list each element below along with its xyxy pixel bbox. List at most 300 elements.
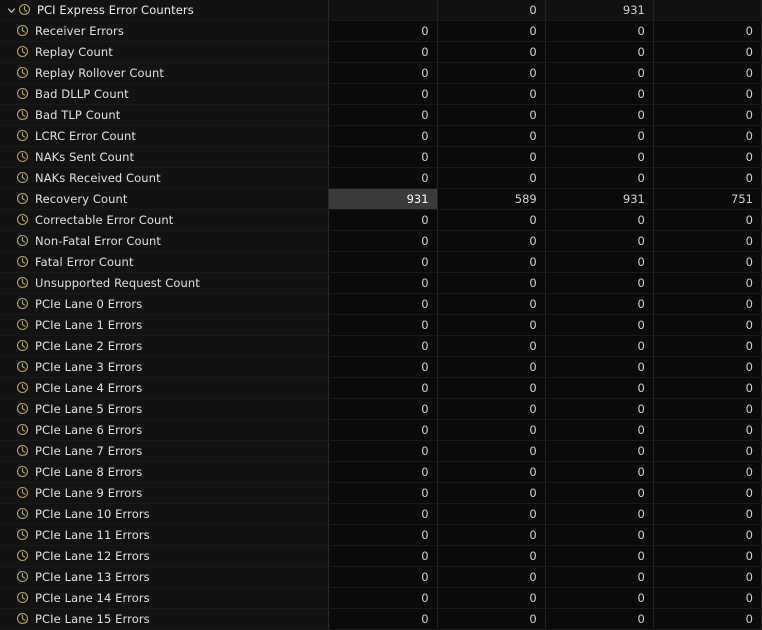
row-value-cell[interactable] — [329, 609, 437, 630]
cell-value: 0 — [438, 126, 546, 146]
row-name-wrapper — [0, 84, 329, 104]
row-name-cell[interactable] — [0, 462, 329, 483]
row-name-wrapper — [0, 546, 329, 566]
row-value-cell[interactable] — [329, 42, 437, 63]
row-name-cell[interactable] — [0, 399, 329, 420]
cell-value: 0 — [546, 378, 654, 398]
row-value-cell[interactable] — [546, 399, 654, 420]
cell-value: 0 — [438, 147, 546, 167]
row-value-cell[interactable] — [654, 126, 762, 147]
table-row[interactable] — [0, 105, 762, 126]
cell-value: 0 — [546, 63, 654, 83]
cell-value — [654, 0, 762, 20]
table-row[interactable] — [0, 588, 762, 609]
row-label: Replay Rollover Count — [35, 66, 165, 80]
table-row[interactable] — [0, 231, 762, 252]
row-value-cell[interactable] — [546, 525, 654, 546]
row-label: PCIe Lane 5 Errors — [35, 402, 143, 416]
row-name-cell[interactable] — [0, 483, 329, 504]
row-value-cell[interactable] — [438, 189, 546, 210]
row-value-cell[interactable] — [329, 315, 437, 336]
row-value-cell[interactable] — [546, 210, 654, 231]
row-value-cell[interactable] — [438, 210, 546, 231]
row-value-cell[interactable] — [654, 189, 762, 210]
row-value-cell[interactable] — [329, 462, 437, 483]
cell-value: 0 — [546, 273, 654, 293]
cell-value: 0 — [438, 483, 546, 503]
row-name-cell[interactable] — [0, 21, 329, 42]
row-value-cell[interactable] — [546, 441, 654, 462]
clock-icon — [18, 3, 32, 17]
row-name-cell[interactable] — [0, 588, 329, 609]
row-value-cell[interactable] — [329, 21, 437, 42]
cell-value: 0 — [546, 462, 654, 482]
row-value-cell[interactable] — [654, 357, 762, 378]
row-value-cell[interactable] — [654, 567, 762, 588]
row-label: NAKs Sent Count — [35, 150, 135, 164]
cell-value: 0 — [654, 252, 762, 272]
cell-value: 0 — [546, 147, 654, 167]
cell-value: 0 — [438, 294, 546, 314]
row-value-cell[interactable] — [546, 588, 654, 609]
row-name-cell[interactable] — [0, 42, 329, 63]
row-name-cell[interactable] — [0, 84, 329, 105]
row-value-cell[interactable] — [546, 168, 654, 189]
row-value-cell[interactable] — [438, 252, 546, 273]
table-row[interactable] — [0, 21, 762, 42]
row-name-cell[interactable] — [0, 210, 329, 231]
row-value-cell[interactable] — [654, 210, 762, 231]
cell-value: 0 — [329, 357, 437, 377]
table-row[interactable] — [0, 189, 762, 210]
cell-value: 0 — [329, 63, 437, 83]
row-value-cell[interactable] — [438, 588, 546, 609]
row-value-cell[interactable] — [654, 147, 762, 168]
row-value-cell[interactable] — [546, 546, 654, 567]
row-value-cell[interactable] — [546, 609, 654, 630]
table-row[interactable] — [0, 378, 762, 399]
table-row[interactable] — [0, 525, 762, 546]
cell-value: 0 — [438, 441, 546, 461]
row-value-cell[interactable] — [438, 420, 546, 441]
row-name-cell[interactable] — [0, 336, 329, 357]
row-name-wrapper — [0, 357, 329, 377]
row-value-cell[interactable] — [546, 21, 654, 42]
clock-icon — [16, 24, 30, 38]
table-row[interactable] — [0, 357, 762, 378]
row-value-cell[interactable] — [654, 336, 762, 357]
table-row[interactable] — [0, 483, 762, 504]
row-value-cell[interactable] — [546, 462, 654, 483]
chevron-down-icon[interactable] — [4, 3, 18, 17]
row-value-cell[interactable] — [654, 294, 762, 315]
clock-icon — [16, 192, 30, 206]
row-label: PCIe Lane 7 Errors — [35, 444, 143, 458]
table-row[interactable] — [0, 147, 762, 168]
cell-value: 0 — [654, 336, 762, 356]
row-value-cell[interactable] — [654, 378, 762, 399]
table-row[interactable] — [0, 399, 762, 420]
row-value-cell[interactable] — [546, 63, 654, 84]
clock-icon — [16, 171, 30, 185]
row-value-cell[interactable] — [438, 525, 546, 546]
row-value-cell[interactable] — [329, 588, 437, 609]
row-name-cell[interactable] — [0, 273, 329, 294]
row-value-cell[interactable] — [329, 105, 437, 126]
clock-icon — [16, 549, 30, 563]
cell-value: 0 — [329, 462, 437, 482]
table-row[interactable] — [0, 84, 762, 105]
cell-value: 0 — [546, 126, 654, 146]
cell-value: 0 — [546, 231, 654, 251]
table-row[interactable] — [0, 567, 762, 588]
row-value-cell[interactable] — [329, 357, 437, 378]
row-value-cell[interactable] — [438, 378, 546, 399]
cell-value: 0 — [329, 525, 437, 545]
row-value-cell[interactable] — [329, 147, 437, 168]
row-value-cell[interactable] — [329, 0, 437, 21]
row-value-cell[interactable] — [546, 84, 654, 105]
cell-value: 0 — [546, 42, 654, 62]
cell-value: 0 — [654, 273, 762, 293]
row-value-cell[interactable] — [654, 609, 762, 630]
table-row[interactable] — [0, 420, 762, 441]
row-value-cell[interactable] — [438, 168, 546, 189]
table-row[interactable] — [0, 462, 762, 483]
row-value-cell[interactable] — [654, 504, 762, 525]
row-value-cell[interactable] — [438, 609, 546, 630]
table-row[interactable] — [0, 168, 762, 189]
row-value-cell[interactable] — [546, 42, 654, 63]
row-value-cell[interactable] — [654, 462, 762, 483]
row-label: PCI Express Error Counters — [37, 3, 194, 17]
row-label: Unsupported Request Count — [35, 276, 200, 290]
row-label: Replay Count — [35, 45, 113, 59]
clock-icon — [16, 297, 30, 311]
row-value-cell[interactable] — [329, 483, 437, 504]
row-value-cell[interactable] — [329, 399, 437, 420]
table-row[interactable] — [0, 441, 762, 462]
row-value-cell[interactable] — [329, 126, 437, 147]
row-value-cell[interactable] — [329, 504, 437, 525]
row-value-cell[interactable] — [654, 525, 762, 546]
row-label: PCIe Lane 11 Errors — [35, 528, 150, 542]
row-value-cell[interactable] — [438, 63, 546, 84]
row-name-wrapper — [0, 609, 329, 629]
cell-value: 0 — [438, 336, 546, 356]
row-name-wrapper — [0, 525, 329, 545]
cell-value: 751 — [654, 189, 762, 209]
cell-value: 0 — [546, 336, 654, 356]
row-name-wrapper — [0, 567, 329, 587]
row-name-wrapper — [0, 378, 329, 398]
table-row[interactable] — [0, 42, 762, 63]
row-name-cell[interactable] — [0, 126, 329, 147]
row-value-cell[interactable] — [654, 0, 762, 21]
row-value-cell[interactable] — [438, 504, 546, 525]
row-name-cell[interactable] — [0, 63, 329, 84]
cell-value: 0 — [546, 504, 654, 524]
row-value-cell[interactable] — [438, 273, 546, 294]
cell-value: 0 — [654, 315, 762, 335]
cell-value: 0 — [654, 504, 762, 524]
row-value-cell[interactable] — [654, 483, 762, 504]
row-value-cell[interactable] — [546, 189, 654, 210]
row-value-cell[interactable] — [438, 0, 546, 21]
table-row[interactable] — [0, 609, 762, 630]
row-label: PCIe Lane 8 Errors — [35, 465, 143, 479]
row-value-cell[interactable] — [438, 336, 546, 357]
row-value-cell[interactable] — [329, 231, 437, 252]
row-name-wrapper — [0, 294, 329, 314]
row-value-cell[interactable] — [654, 168, 762, 189]
cell-value: 0 — [546, 357, 654, 377]
row-value-cell[interactable] — [438, 42, 546, 63]
row-value-cell[interactable] — [329, 63, 437, 84]
row-value-cell[interactable] — [438, 399, 546, 420]
cell-value: 931 — [329, 189, 437, 209]
row-name-wrapper — [0, 147, 329, 167]
row-value-cell[interactable] — [438, 462, 546, 483]
row-label: Recovery Count — [35, 192, 128, 206]
cell-value: 0 — [654, 378, 762, 398]
row-name-cell[interactable] — [0, 147, 329, 168]
cell-value: 0 — [438, 0, 546, 20]
table-row[interactable] — [0, 210, 762, 231]
cell-value: 0 — [329, 42, 437, 62]
row-label: LCRC Error Count — [35, 129, 136, 143]
row-value-cell[interactable] — [546, 147, 654, 168]
row-value-cell[interactable] — [654, 546, 762, 567]
row-value-cell[interactable] — [329, 189, 437, 210]
row-name-cell[interactable] — [0, 189, 329, 210]
table-row[interactable] — [0, 546, 762, 567]
table-row[interactable] — [0, 252, 762, 273]
row-value-cell[interactable] — [654, 84, 762, 105]
row-label: Correctable Error Count — [35, 213, 174, 227]
row-name-wrapper — [0, 0, 329, 20]
row-name-wrapper — [0, 21, 329, 41]
clock-icon — [16, 465, 30, 479]
cell-value: 0 — [654, 210, 762, 230]
row-value-cell[interactable] — [546, 294, 654, 315]
clock-icon — [16, 318, 30, 332]
row-value-cell[interactable] — [438, 546, 546, 567]
row-name-cell[interactable] — [0, 546, 329, 567]
row-label: PCIe Lane 4 Errors — [35, 381, 143, 395]
cell-value: 0 — [654, 84, 762, 104]
cell-value: 0 — [438, 378, 546, 398]
row-name-cell[interactable] — [0, 252, 329, 273]
row-value-cell[interactable] — [438, 357, 546, 378]
row-value-cell[interactable] — [329, 525, 437, 546]
cell-value — [329, 0, 437, 20]
row-value-cell[interactable] — [546, 567, 654, 588]
row-name-cell[interactable] — [0, 231, 329, 252]
cell-value: 0 — [546, 315, 654, 335]
row-value-cell[interactable] — [546, 504, 654, 525]
row-value-cell[interactable] — [654, 252, 762, 273]
cell-value: 0 — [546, 84, 654, 104]
cell-value: 589 — [438, 189, 546, 209]
cell-value: 0 — [438, 357, 546, 377]
cell-value: 0 — [329, 504, 437, 524]
row-value-cell[interactable] — [654, 63, 762, 84]
table-row[interactable] — [0, 315, 762, 336]
cell-value: 0 — [654, 21, 762, 41]
row-value-cell[interactable] — [546, 126, 654, 147]
cell-value: 0 — [654, 546, 762, 566]
row-value-cell[interactable] — [546, 273, 654, 294]
row-name-cell[interactable] — [0, 357, 329, 378]
cell-value: 0 — [546, 399, 654, 419]
row-value-cell[interactable] — [546, 357, 654, 378]
cell-value: 0 — [654, 168, 762, 188]
row-name-cell[interactable] — [0, 294, 329, 315]
row-value-cell[interactable] — [654, 441, 762, 462]
row-value-cell[interactable] — [546, 420, 654, 441]
row-value-cell[interactable] — [546, 336, 654, 357]
row-value-cell[interactable] — [329, 567, 437, 588]
row-label: PCIe Lane 10 Errors — [35, 507, 150, 521]
row-value-cell[interactable] — [654, 273, 762, 294]
row-value-cell[interactable] — [438, 84, 546, 105]
row-name-cell[interactable] — [0, 105, 329, 126]
row-name-cell[interactable] — [0, 420, 329, 441]
table-row[interactable] — [0, 273, 762, 294]
row-value-cell[interactable] — [654, 21, 762, 42]
row-label: Non-Fatal Error Count — [35, 234, 162, 248]
row-value-cell[interactable] — [329, 252, 437, 273]
row-value-cell[interactable] — [438, 483, 546, 504]
row-value-cell[interactable] — [329, 294, 437, 315]
row-value-cell[interactable] — [329, 420, 437, 441]
row-value-cell[interactable] — [438, 126, 546, 147]
row-value-cell[interactable] — [438, 21, 546, 42]
row-value-cell[interactable] — [438, 294, 546, 315]
clock-icon — [16, 612, 30, 626]
cell-value: 931 — [546, 0, 654, 20]
row-name-cell[interactable] — [0, 441, 329, 462]
cell-value: 0 — [546, 567, 654, 587]
row-name-wrapper — [0, 483, 329, 503]
row-value-cell[interactable] — [438, 315, 546, 336]
cell-value: 0 — [329, 168, 437, 188]
row-value-cell[interactable] — [438, 147, 546, 168]
row-value-cell[interactable] — [438, 231, 546, 252]
row-value-cell[interactable] — [329, 168, 437, 189]
row-value-cell[interactable] — [438, 441, 546, 462]
cell-value: 0 — [438, 84, 546, 104]
cell-value: 0 — [329, 231, 437, 251]
row-value-cell[interactable] — [654, 105, 762, 126]
row-name-cell[interactable] — [0, 609, 329, 630]
row-value-cell[interactable] — [654, 231, 762, 252]
row-label: Fatal Error Count — [35, 255, 134, 269]
cell-value: 0 — [546, 588, 654, 608]
clock-icon — [16, 486, 30, 500]
row-label: PCIe Lane 9 Errors — [35, 486, 143, 500]
row-name-wrapper — [0, 63, 329, 83]
row-value-cell[interactable] — [546, 378, 654, 399]
row-name-cell[interactable] — [0, 567, 329, 588]
row-name-cell[interactable] — [0, 504, 329, 525]
clock-icon — [16, 528, 30, 542]
clock-icon — [16, 444, 30, 458]
table-row-group[interactable] — [0, 0, 762, 21]
row-value-cell[interactable] — [546, 483, 654, 504]
row-value-cell[interactable] — [329, 336, 437, 357]
cell-value: 0 — [438, 567, 546, 587]
table-row[interactable] — [0, 126, 762, 147]
row-value-cell[interactable] — [329, 441, 437, 462]
row-name-wrapper — [0, 420, 329, 440]
row-name-cell[interactable] — [0, 525, 329, 546]
row-value-cell[interactable] — [329, 546, 437, 567]
row-name-wrapper — [0, 462, 329, 482]
clock-icon — [16, 570, 30, 584]
cell-value: 0 — [438, 609, 546, 629]
row-value-cell[interactable] — [654, 315, 762, 336]
row-value-cell[interactable] — [546, 252, 654, 273]
table-row[interactable] — [0, 63, 762, 84]
table-row[interactable] — [0, 294, 762, 315]
row-value-cell[interactable] — [654, 42, 762, 63]
cell-value: 0 — [654, 231, 762, 251]
row-value-cell[interactable] — [329, 84, 437, 105]
row-value-cell[interactable] — [546, 231, 654, 252]
row-value-cell[interactable] — [329, 210, 437, 231]
row-value-cell[interactable] — [654, 420, 762, 441]
row-value-cell[interactable] — [438, 567, 546, 588]
cell-value: 0 — [329, 609, 437, 629]
clock-icon — [16, 360, 30, 374]
row-value-cell[interactable] — [329, 273, 437, 294]
row-name-cell[interactable] — [0, 315, 329, 336]
cell-value: 0 — [438, 42, 546, 62]
row-name-cell[interactable] — [0, 168, 329, 189]
cell-value: 0 — [438, 21, 546, 41]
cell-value: 0 — [654, 126, 762, 146]
row-value-cell[interactable] — [438, 105, 546, 126]
cell-value: 0 — [329, 483, 437, 503]
cell-value: 0 — [654, 357, 762, 377]
row-value-cell[interactable] — [654, 588, 762, 609]
table-row[interactable] — [0, 504, 762, 525]
row-value-cell[interactable] — [546, 0, 654, 21]
row-value-cell[interactable] — [654, 399, 762, 420]
row-name-wrapper — [0, 168, 329, 188]
row-value-cell[interactable] — [546, 105, 654, 126]
row-label: Receiver Errors — [35, 24, 124, 38]
row-name-wrapper — [0, 315, 329, 335]
cell-value: 0 — [438, 525, 546, 545]
row-value-cell[interactable] — [546, 315, 654, 336]
cell-value: 0 — [654, 483, 762, 503]
cell-value: 0 — [546, 441, 654, 461]
cell-value: 0 — [654, 462, 762, 482]
row-label: PCIe Lane 15 Errors — [35, 612, 150, 626]
row-label: NAKs Received Count — [35, 171, 161, 185]
row-value-cell[interactable] — [329, 378, 437, 399]
clock-icon — [16, 213, 30, 227]
row-name-cell[interactable] — [0, 378, 329, 399]
table-row[interactable] — [0, 336, 762, 357]
row-name-wrapper — [0, 336, 329, 356]
cell-value: 0 — [329, 126, 437, 146]
clock-icon — [16, 66, 30, 80]
row-name-cell[interactable] — [0, 0, 329, 21]
